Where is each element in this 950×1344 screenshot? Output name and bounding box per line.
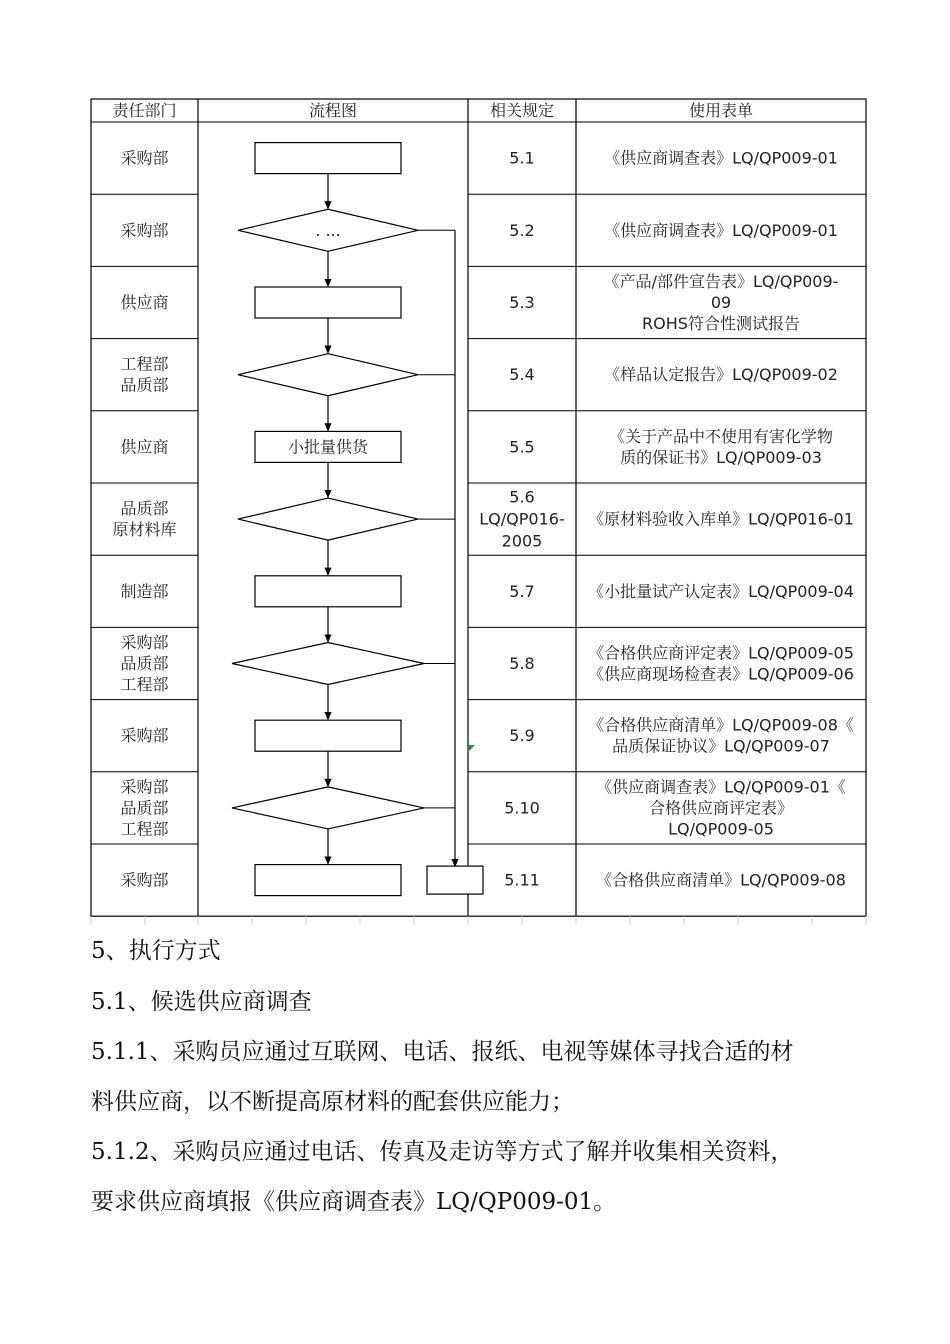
rule-cell: 5.11: [504, 870, 540, 890]
decision-diamond: [232, 787, 424, 829]
form-cell: 《供应商现场检查表》LQ/QP009-06: [588, 664, 854, 684]
form-cell: 《供应商调查表》LQ/QP009-01: [604, 220, 838, 240]
dept-cell: 工程部: [120, 354, 169, 374]
form-cell: 《合格供应商清单》LQ/QP009-08《: [588, 715, 854, 735]
dept-cell: 品质部: [120, 499, 169, 519]
rule-cell: 5.10: [504, 798, 540, 818]
rule-cell: 5.7: [509, 581, 535, 601]
form-cell: 《合格供应商清单》LQ/QP009-08: [596, 870, 846, 890]
rule-cell: LQ/QP016-: [479, 509, 565, 529]
process-box: [255, 720, 401, 751]
form-cell: 《关于产品中不使用有害化学物: [608, 426, 834, 446]
process-box: [255, 143, 401, 174]
dept-cell: 采购部: [120, 148, 169, 168]
table-body: [112, 149, 853, 890]
dept-cell: 采购部: [120, 777, 169, 797]
rule-cell: 5.3: [509, 293, 535, 312]
form-cell: 《小批量试产认定表》LQ/QP009-04: [588, 581, 854, 601]
paragraph-2-line-1: 5.1.2、采购员应通过电话、传真及走访等方式了解并收集相关资料，: [91, 1139, 794, 1165]
header-cell: 相关规定: [489, 101, 555, 120]
dept-cell: 原材料库: [112, 520, 177, 540]
form-cell: 质的保证书》LQ/QP009-03: [620, 447, 822, 467]
dept-cell: 工程部: [120, 675, 169, 694]
paragraph-2-line-2: 要求供应商填报《供应商调查表》LQ/QP009-01。: [91, 1189, 617, 1215]
section-heading: 5、执行方式: [91, 938, 221, 964]
shape-label: 小批量供货: [287, 437, 369, 457]
form-cell: LQ/QP009-05: [668, 819, 774, 839]
dept-cell: 品质部: [120, 654, 169, 673]
header-cell: 流程图: [308, 101, 358, 120]
dept-cell: 供应商: [120, 437, 169, 457]
flowchart: [232, 143, 483, 896]
decision-diamond: [238, 354, 418, 396]
rule-cell: 5.2: [509, 220, 535, 240]
dept-cell: 品质部: [120, 798, 169, 818]
form-cell: 品质保证协议》LQ/QP009-07: [612, 736, 830, 756]
dept-cell: 制造部: [120, 581, 169, 601]
process-box: [255, 865, 401, 896]
form-cell: 《供应商调查表》LQ/QP009-01《: [596, 777, 846, 797]
rule-cell: 5.1: [509, 148, 535, 168]
dept-cell: 品质部: [120, 375, 169, 395]
decision-diamond: [238, 498, 418, 540]
dept-cell: 采购部: [120, 633, 169, 652]
paragraph-1-line-2: 料供应商，以不断提高原材料的配套供应能力；: [91, 1089, 574, 1115]
dept-cell: 采购部: [120, 726, 169, 746]
rule-cell: 5.6: [509, 487, 535, 507]
dept-cell: 采购部: [120, 220, 169, 240]
shape-label: . ...: [315, 220, 341, 240]
form-cell: 《供应商调查表》LQ/QP009-01: [604, 148, 838, 168]
header-cell: 责任部门: [112, 101, 177, 120]
form-cell: 《原材料验收入库单》LQ/QP016-01: [588, 509, 854, 529]
dept-cell: 供应商: [120, 293, 169, 312]
paragraph-1-line-1: 5.1.1、采购员应通过互联网、电话、报纸、电视等媒体寻找合适的材: [91, 1039, 794, 1065]
form-cell: 《样品认定报告》LQ/QP009-02: [604, 365, 838, 385]
process-box: [255, 287, 401, 318]
sub-heading: 5.1、候选供应商调查: [91, 989, 312, 1015]
rule-cell: 5.4: [509, 365, 535, 385]
decision-diamond: [232, 643, 424, 685]
header-cell: 使用表单: [688, 101, 754, 120]
table-header: [112, 101, 753, 120]
dept-cell: 工程部: [120, 819, 169, 839]
form-cell: 《产品/部件宣告表》LQ/QP009-: [603, 272, 839, 291]
rule-cell: 2005: [501, 531, 543, 551]
process-box: [255, 576, 401, 607]
form-cell: ROHS符合性测试报告: [642, 314, 800, 333]
form-cell: 合格供应商评定表》: [648, 798, 794, 818]
form-cell: 09: [710, 293, 732, 312]
form-cell: 《合格供应商评定表》LQ/QP009-05: [588, 643, 854, 663]
dept-cell: 采购部: [120, 870, 169, 890]
comment-marker: [468, 745, 475, 752]
rule-cell: 5.8: [509, 654, 535, 673]
terminal-box: [427, 866, 483, 894]
rule-cell: 5.5: [509, 437, 535, 457]
rule-cell: 5.9: [509, 726, 535, 746]
